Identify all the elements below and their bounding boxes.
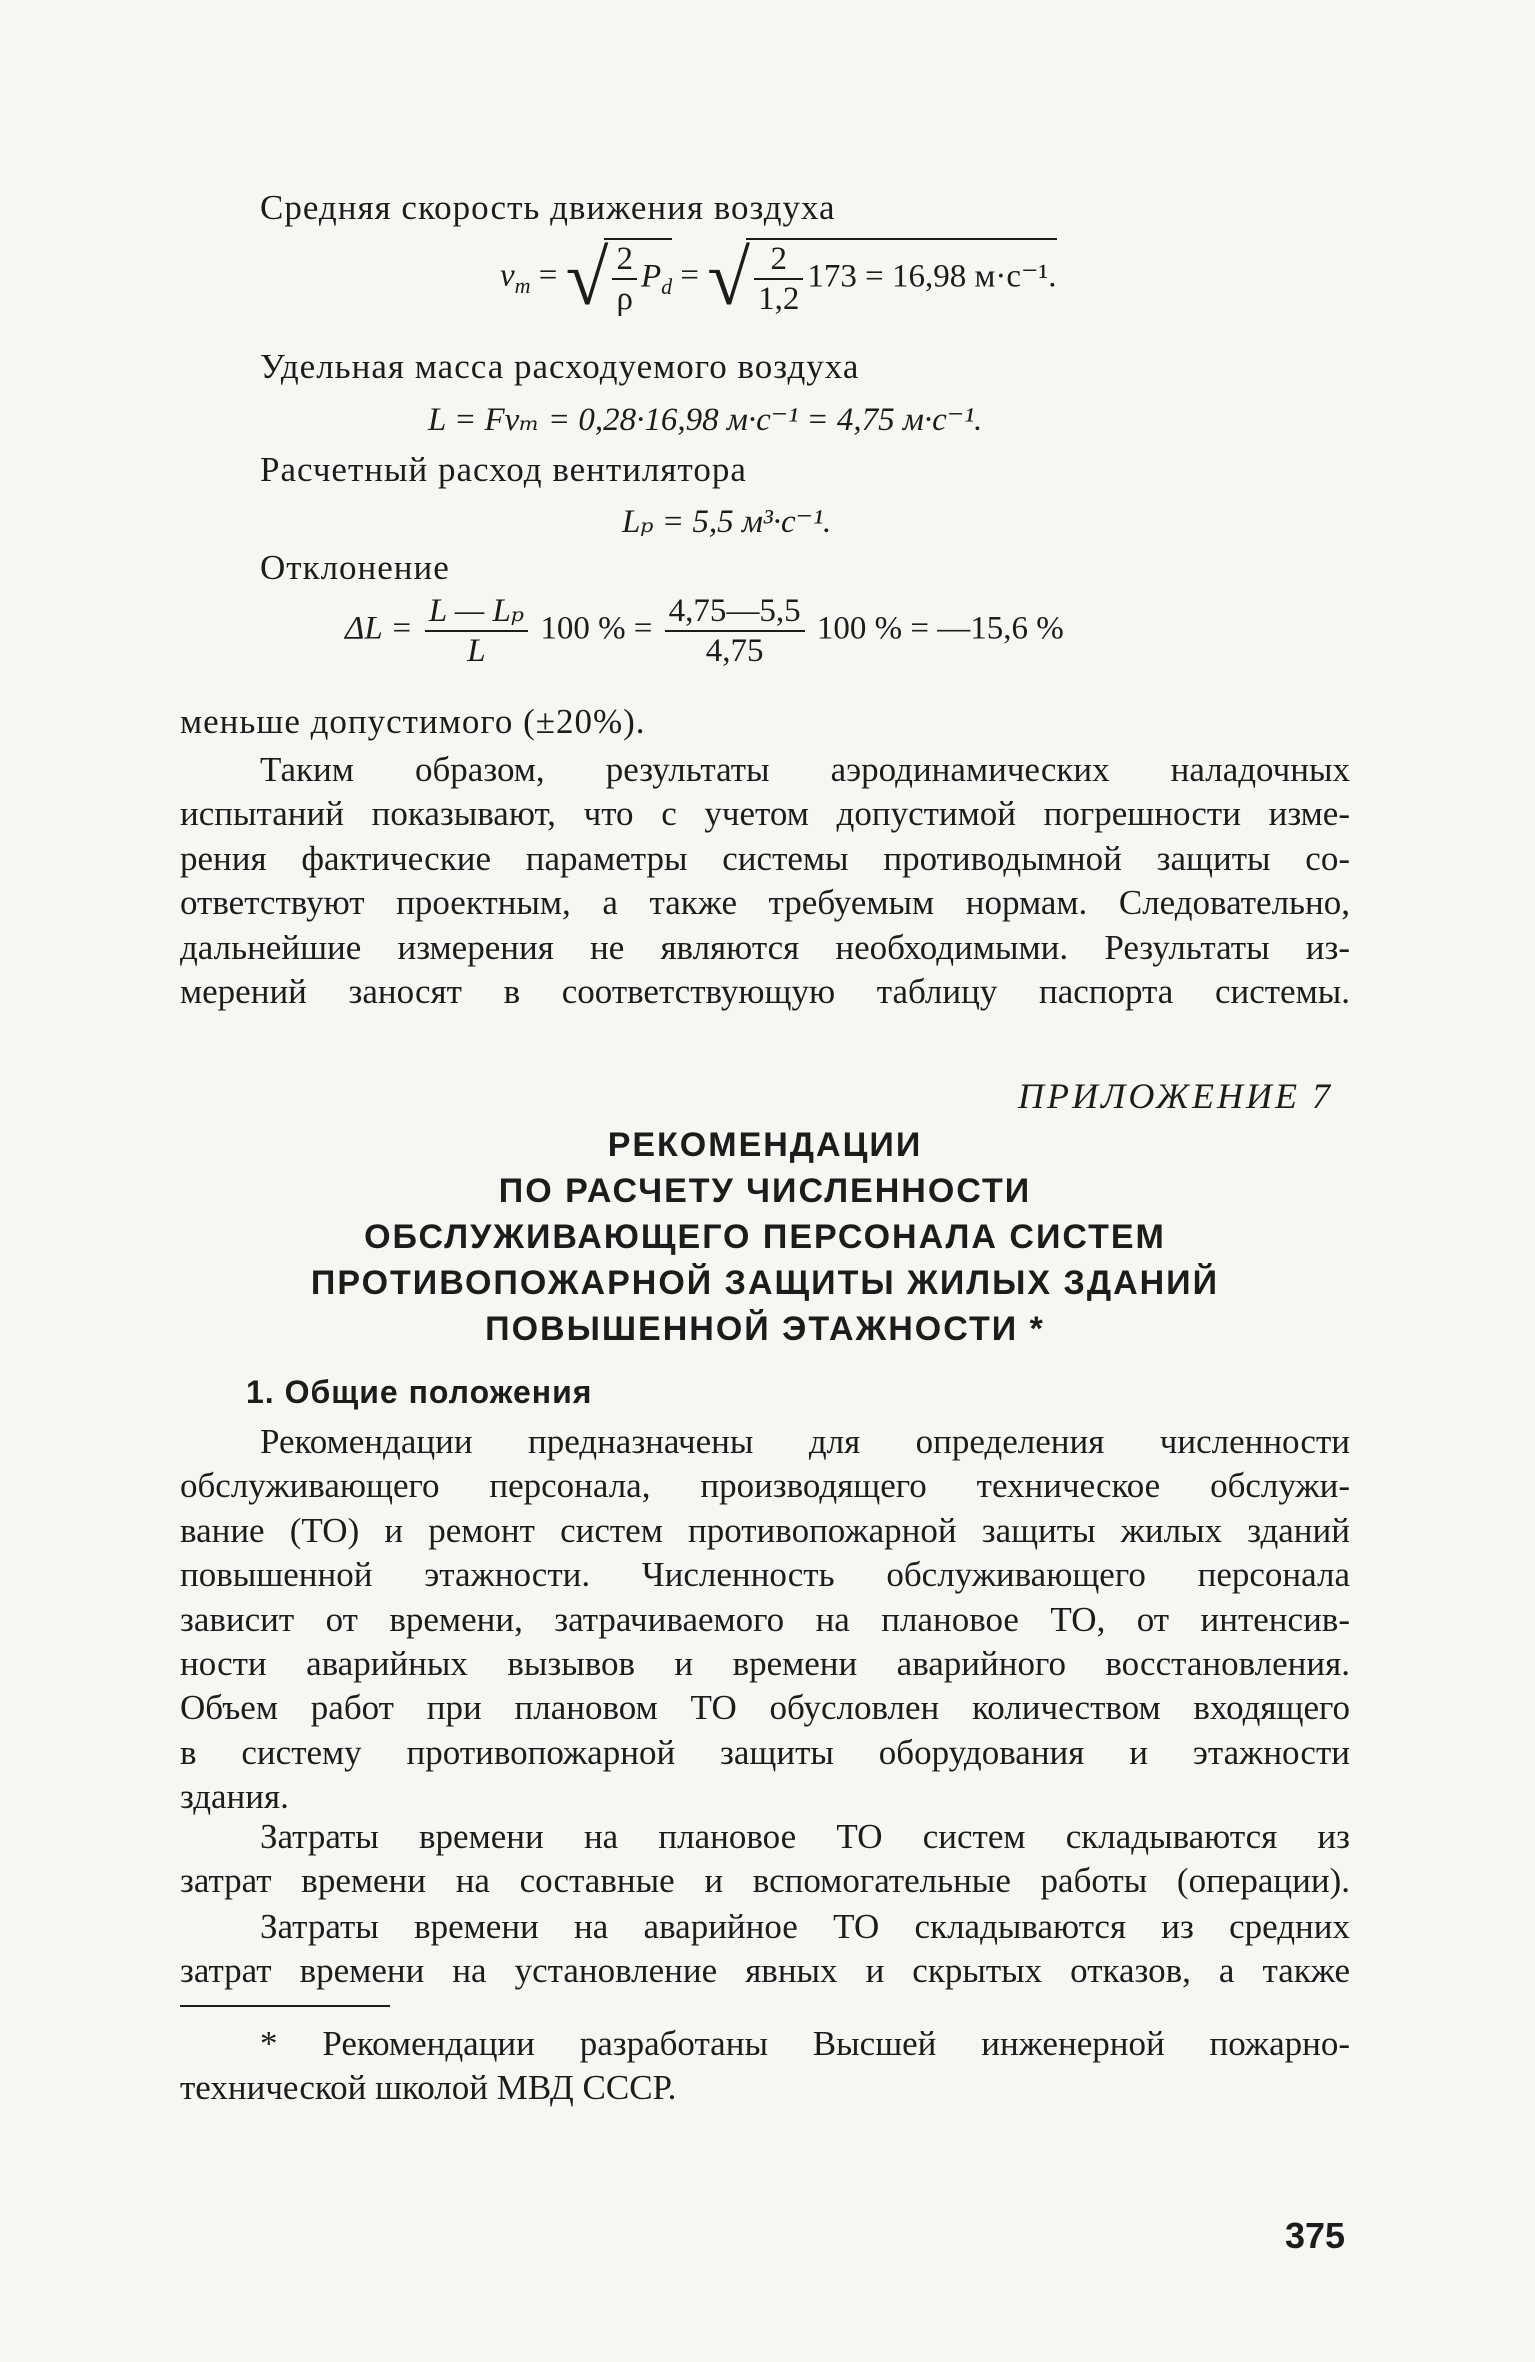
fan-label: Расчетный расход вентилятора <box>260 450 747 489</box>
paragraph-2 <box>180 1420 1350 1820</box>
paragraph-line: обслуживающего персонала, производящего техническое обслужи- <box>180 1466 1350 1506</box>
title-line: ПО РАСЧЕТУ ЧИСЛЕННОСТИ <box>498 1172 1032 1210</box>
paragraph-line: повышенной этажности. Численность обслуживающего персонала <box>180 1555 1350 1595</box>
footnote <box>180 2022 1350 2111</box>
section-heading: 1. Общие положения <box>246 1374 593 1410</box>
title-line: ПРОТИВОПОЖАРНОЙ ЗАЩИТЫ ЖИЛЫХ ЗДАНИЙ <box>310 1264 1220 1302</box>
paragraph-line: вание (ТО) и ремонт систем противопожарной защиты жилых зданий <box>180 1510 1350 1550</box>
appendix-title <box>180 1122 1350 1352</box>
deviation-note: меньше допустимого (±20%). <box>180 702 646 741</box>
paragraph-1 <box>180 748 1350 1014</box>
paragraph-line: Объем работ при плановом ТО обусловлен количеством входящего <box>180 1688 1350 1728</box>
velocity-formula: $v_m$ = √ $\frac{2}{\rho}$ $P_d$ = √ $\frac{2}{1,2}$ 173 = 16,98 м·с⁻¹. <box>500 234 1057 321</box>
mass-label: Удельная масса расходуемого воздуха <box>260 347 860 386</box>
page-number: 375 <box>1285 2215 1346 2256</box>
mass-formula: L = Fvₘ = 0,28·16,98 м·с⁻¹ = 4,75 м·с⁻¹. <box>428 402 983 438</box>
paragraph-line: дальнейшие измерения не являются необходимыми. Результаты из- <box>180 927 1350 967</box>
paragraph-4 <box>180 1905 1350 1994</box>
footnote-line: * Рекомендации разработаны Высшей инженерной пожарно- <box>260 2024 1350 2063</box>
paragraph-line: испытаний показывают, что с учетом допустимой погрешности изме- <box>180 794 1350 834</box>
footnote-line: технической школой МВД СССР. <box>180 2068 677 2108</box>
paragraph-line: Таким образом, результаты аэродинамических наладочных <box>260 750 1350 789</box>
paragraph-3 <box>180 1815 1350 1904</box>
paragraph-line: затрат времени на составные и вспомогательные работы (операции). <box>180 1861 1350 1901</box>
title-line: РЕКОМЕНДАЦИИ <box>607 1126 923 1164</box>
paragraph-line: рения фактические параметры системы противодымной защиты со- <box>180 838 1350 878</box>
paragraph-line: ответствуют проектным, а также требуемым нормам. Следовательно, <box>180 883 1350 923</box>
paragraph-line: мерений заносят в соответствующую таблицу паспорта системы. <box>180 972 1350 1012</box>
appendix-label: ПРИЛОЖЕНИЕ 7 <box>1018 1076 1333 1116</box>
paragraph-line: затрат времени на установление явных и скрытых отказов, а также <box>180 1951 1350 1991</box>
title-line: ОБСЛУЖИВАЮЩЕГО ПЕРСОНАЛА СИСТЕМ <box>364 1218 1166 1256</box>
deviation-formula: ΔL = $\frac{\text{L — Lₚ}}{L}$ 100 % = $\frac{4,75—5,5}{4,75}$ 100 % = —15,6 % <box>345 593 1064 669</box>
sqrt-1: √ $\frac{2}{\rho}$ $P_d$ <box>565 234 673 321</box>
sqrt-2: √ $\frac{2}{1,2}$ 173 = 16,98 м·с⁻¹. <box>707 234 1057 321</box>
title-line: ПОВЫШЕННОЙ ЭТАЖНОСТИ * <box>485 1310 1045 1348</box>
footnote-rule <box>180 2005 390 2007</box>
paragraph-line: здания. <box>180 1777 289 1817</box>
paragraph-line: Затраты времени на аварийное ТО складываются из средних <box>260 1907 1350 1946</box>
paragraph-line: в систему противопожарной защиты оборудования и этажности <box>180 1732 1350 1772</box>
velocity-label: Средняя скорость движения воздуха <box>260 188 836 227</box>
paragraph-line: зависит от времени, затрачиваемого на плановое ТО, от интенсив- <box>180 1599 1350 1639</box>
paragraph-line: Рекомендации предназначены для определения численности <box>260 1422 1350 1461</box>
paragraph-line: ности аварийных вызывов и времени аварийного восстановления. <box>180 1644 1350 1684</box>
paragraph-line: Затраты времени на плановое ТО систем складываются из <box>260 1817 1350 1856</box>
deviation-label: Отклонение <box>260 548 450 587</box>
fan-formula: Lₚ = 5,5 м³·с⁻¹. <box>622 504 832 540</box>
